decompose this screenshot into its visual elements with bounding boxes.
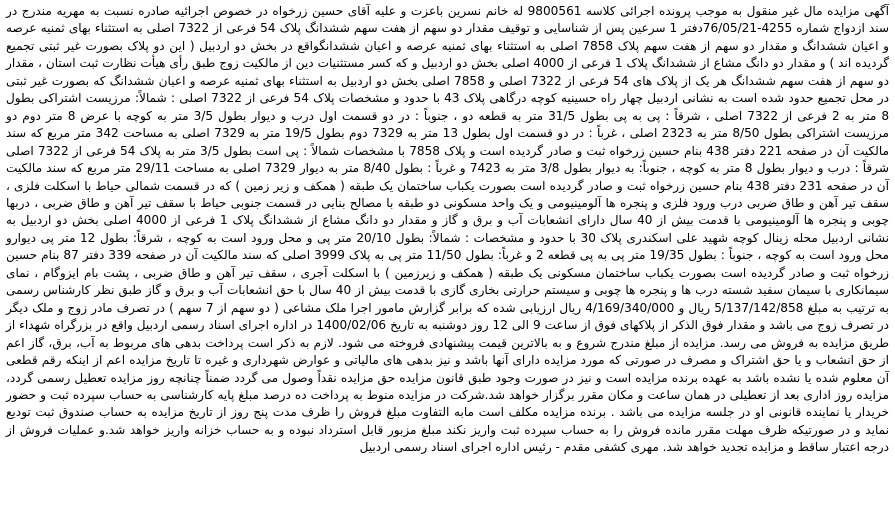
auction-notice-text: آگهی مزایده مال غیر منقول به موجب پرونده اجرائی کلاسه 9800561 له خانم نسرین باعزت و علیه آقای حسین زرخواه در خصوص اجرائیه صادره نسبت به مهریه مندرج در سند ازدواج شماره 4255-76/05/21دفتر 1 سرعین پس از شناسایی و توقیف مقدار دو سهم از هفت سهم ششدانگ پلاک 54 فرعی از 7322 اصلی به استثناء بهای ثمنیه عرصه و اعیان ششدانگ و مقدار دو سهم از هفت سهم پلاک 7858 اصلی به استثناء بهای ثمنیه عرصه و اعیان ششدانگواقع در بخش دو اردبیل ( این دو پلاک بصورت غیر ثبتی تجمیع گردیده اند ) و مقدار دو دانگ مشاع از ششدانگ پلاک 1 فرعی از 4000 اصلی بخش دو اردبیل و که کسر مستثنیات دین از مالکیت زوج طبق رأی هیأت نظارت ثبت استان ، مقدار دو سهم از هفت سهم ششدانگ هر یک از پلاک های 54 فرعی از 7322 اصلی و 7858 اصلی بخش دو اردبیل به استثناء بهای ثمنیه عرصه و اعیان ششدانگ که بصورت غیر ثبتی در محل تجمیع حدود شده است به نشانی اردبیل چهار راه حسینیه کوچه درگاهی پلاک 43 با حدود و مشخصات پلاک 54 فرعی از 7322 اصلی : شمالاً: مرزیست اشتراکی بطول 8 متر به 2 فرعی از 7322 اصلی ، شرقاً : پی به پی بطول 31/5 متر به قطعه دو ، جنوباً : در دو قسمت اول درب و دیوار بطول 3/5 متر به کوچه با عرض 8 متر دوم دو مرزیست اشتراکی بطول 8/50 متر به 2323 اصلی ، غرباً : در دو قسمت اول بطول 13 متر به 7329 دوم بطول 19/5 متر به 7329 اصلی به مساحت 342 متر مربع که سند مالکیت آن در صفحه 221 دفتر 438 بنام حسین زرخواه ثبت و صادر گردیده است و پلاک 7858 با مشخصات شمالاً : پی است بطول 3/5 متر به پلاک 54 فرعی از 7322 اصلی شرقاً : درب و دیوار بطول 8 متر به کوچه ، جنوباً: به دیوار بطول 3/8 متر به 7423 و غرباً : بطول 8/40 متر به دیوار 7329 اصلی به مساحت 29/11 متر مربع که سند مالکیت آن در صفحه 231 دفتر 438 بنام حسین زرخواه ثبت و صادر گردیده است بصورت یکباب ساختمان یک طبقه ( همکف و زیر زمین ) که در قسمت شمالی حیاط با اسکلت فلزی ، سقف تیر آهن و طاق ضربی درب ورود فلزی و پنجره ها آلومینیومی و یک واحد مسکونی دو طبقه با مصالح بنایی در قسمت جنوبی حیاط با سقف تیر آهن و طاق ضربی ، دربها چوبی و پنجره ها آلومینیومی با قدمت بیش از 40 سال دارای انشعابات آب و برق و گاز و مقدار دو دانگ مشاع از ششدانگ پلاک 1 فرعی از 4000 اصلی بخش دو اردبیل به نشانی اردبیل محله زینال کوچه شهید علی اسکندری پلاک 30 با حدود و مشخصات : شمالاً: بطول 20/10 متر پی و محل ورود است به کوچه ، شرقاً: بطول 12 متر پی دیوارو محل ورود است به کوچه ، جنوباً : بطول 19/35 متر پی به پی قطعه 2 و غرباً: بطول 11/50 متر پی به پلاک 3999 اصلی که سند مالکیت آن در صفحه 339 دفتر 87 بنام حسین زرخواه ثبت و صادر گردیده است بصورت یکباب ساختمان مسکونی یک طبقه ( همکف و زیرزمین ) با اسکلت آجری ، سقف تیر آهن و طاق ضربی ، پشت بام ایزوگام ، نمای سیمانکاری با سیمان سفید شسته درب ها و پنجره ها چوبی و سیستم حرارتی بخاری گازی با قدمت بیش از 40 سال با حق انشعابات آب و برق و گاز طبق نظر کارشناس رسمی به ترتیب به مبلغ 5/137/142/858 ریال و 4/169/340/000 ریال ارزیابی شده که برابر گزارش مامور اجرا ملک مشاعی ( دو سهم از 7 سهم ) در تصرف مادر زوج و ملک دیگر در تصرف زوج می باشد و مقدار فوق الذکر از پلاکهای فوق از ساعت 9 الی 12 روز دوشنبه به تاریخ 1400/02/06 در اداره اجرای اسناد رسمی اردبیل واقع در بزرگراه شهداء از طریق مزایده به فروش می رسد. مزایده از مبلغ مندرج شروع و به بالاترین قیمت پیشنهادی فروخته می شود. لازم به ذکر است پرداخت بدهی های مربوط به آب، برق، گاز اعم از حق انشعاب و یا حق اشتراک و مصرف در صورتی که مورد مزایده دارای آنها باشد و نیز بدهی های مالیاتی و عوارض شهرداری و غیره تا تاریخ مزایده اعم از اینکه رقم قطعی آن معلوم شده یا نشده باشد به عهده برنده مزایده است و نیز در صورت وجود طبق قانون مزایده حق مزایده نقداً وصول می گردد ضمناً چنانچه روز مزایده تعطیل رسمی گردد، مزایده روز اداری بعد از تعطیلی در همان ساعت و مکان مقرر برگزار خواهد شد.شرکت در مزایده منوط به پرداخت ده درصد مبلغ پایه کارشناسی به حساب سپرده ثبت و حضور خریدار یا نماینده قانونی او در جلسه مزایده می باشد . برنده مزایده مکلف است مابه التفاوت مبلغ فروش را ظرف مدت پنج روز از تاریخ مزایده به حساب صندوق ثبت تودیع نماید و در صورتیکه ظرف مهلت مقرر مانده فروش را به حساب سپرده ثبت واریز نکند مبلغ مزبور قابل استرداد نبوده و به حساب خزانه واریز خواهد شد.و عملیات فروش از درجه اعتبار ساقط و مزایده تجدید خواهد شد. مهری کشفی مقدم - رئیس اداره اجرای اسناد رسمی اردبیل	[6, 4, 890, 455]
